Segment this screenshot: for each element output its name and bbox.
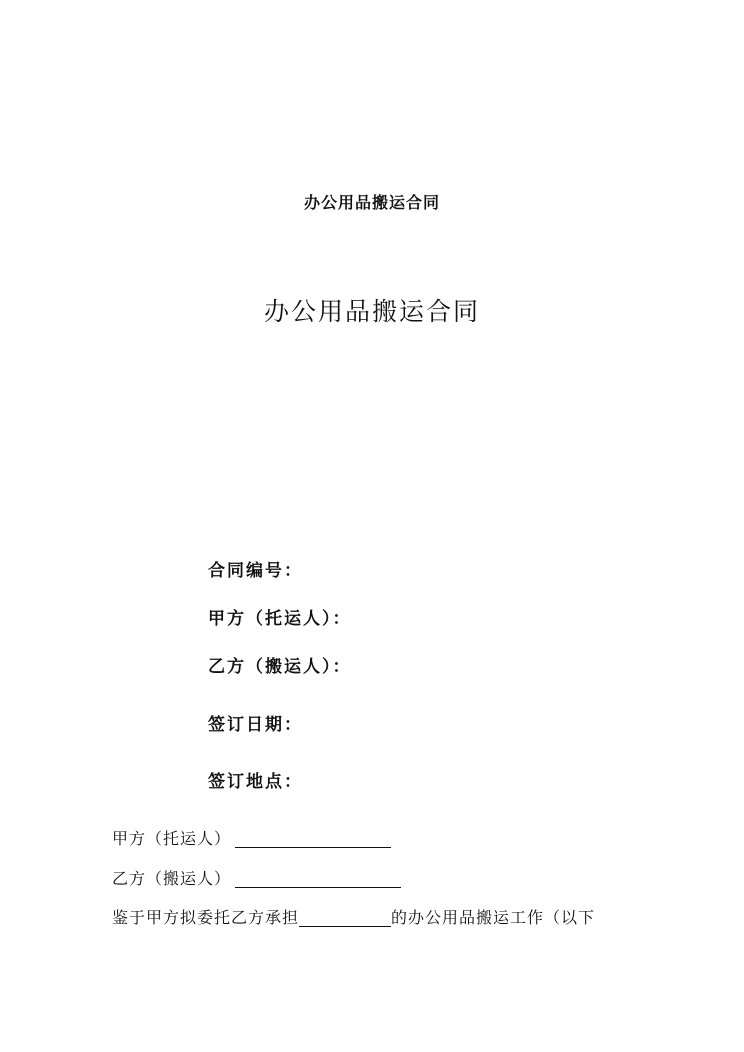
clause-start-text: 鉴于甲方拟委托乙方承担 [112, 908, 300, 927]
signing-date-label: 签订日期： [208, 715, 303, 735]
party-b-label: 乙方（搬运人）： [208, 657, 352, 677]
clause-blank [299, 908, 391, 927]
clause-end-text: 的办公用品搬运工作（以下 [391, 908, 596, 927]
party-a-line [112, 826, 391, 849]
contract-number-label: 合同编号： [208, 561, 303, 581]
signing-place-label: 签订地点： [208, 772, 303, 792]
party-a-blank [235, 829, 391, 848]
party-b-text: 乙方（搬运人） [112, 869, 232, 888]
party-a-text: 甲方（托运人） [112, 829, 232, 848]
party-b-line [112, 866, 401, 889]
page-title: 办公用品搬运合同 [263, 297, 480, 326]
clause-line [112, 905, 595, 928]
header-title: 办公用品搬运合同 [303, 193, 440, 212]
party-a-label: 甲方（托运人）： [208, 609, 352, 629]
party-b-blank [235, 869, 401, 888]
